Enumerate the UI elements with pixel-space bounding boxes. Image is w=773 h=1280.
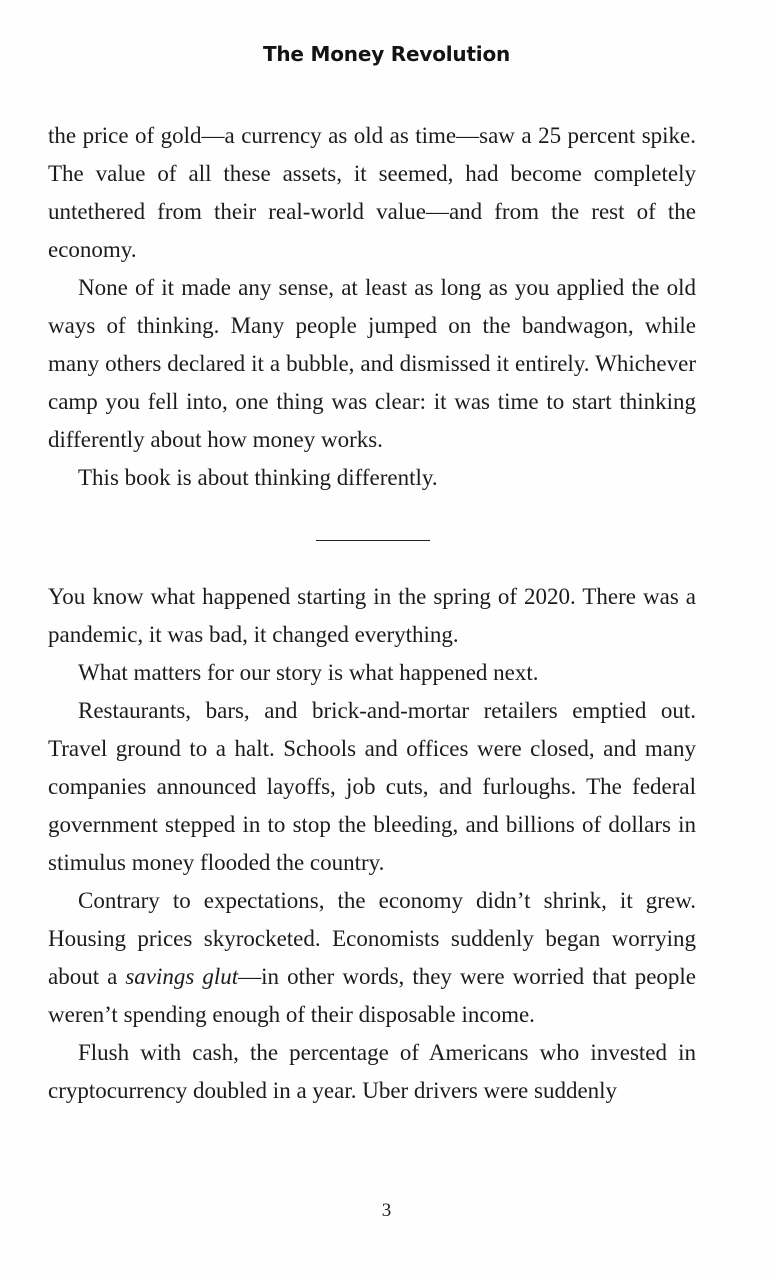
paragraph: What matters for our story is what happened next. bbox=[78, 660, 539, 685]
paragraph: Flush with cash, the percentage of Americans who invested in cryptocurrency doubled in a year. Uber drivers were suddenly bbox=[48, 1040, 696, 1103]
paragraph: Restaurants, bars, and brick-and-mortar retailers emptied out. Travel ground to a halt. Schools and offices were closed, and many companies announced layoffs, job cuts, and furloughs. The federal government stepped in to stop the bleeding, and billions of dollars in stimulus money flooded the country. bbox=[48, 698, 696, 875]
paragraph: None of it made any sense, at least as long as you applied the old ways of thinking. Many people jumped on the bandwagon, while many others declared it a bubble, and dismissed it entirely. Whichever camp you fell into, one thing was clear: it was time to start thinking differently about how money works. bbox=[48, 275, 696, 452]
running-head: The Money Revolution bbox=[262, 42, 511, 66]
page-number: 3 bbox=[381, 1200, 392, 1221]
paragraph-continued: the price of gold—a currency as old as time—saw a 25 percent spike. The value of all these assets, it seemed, had become completely untethered from their real-world value—and from the rest of the economy. bbox=[48, 123, 696, 262]
italic-term: savings glut bbox=[125, 964, 239, 989]
text-block-bottom bbox=[48, 578, 696, 1110]
paragraph bbox=[48, 882, 696, 1034]
paragraph-text: Contrary to expectations, the economy didn’t shrink, it grew. Housing prices skyrocketed. Economists suddenly began worrying about a bbox=[48, 888, 696, 989]
paragraph: This book is about thinking differently. bbox=[78, 465, 438, 490]
text-block-top bbox=[48, 117, 696, 497]
paragraph-text: —in other words, they were worried that people weren’t spending enough of their disposable income. bbox=[48, 964, 697, 1027]
section-divider bbox=[316, 540, 430, 541]
paragraph-section-start: You know what happened starting in the spring of 2020. There was a pandemic, it was bad, it changed everything. bbox=[48, 584, 696, 647]
